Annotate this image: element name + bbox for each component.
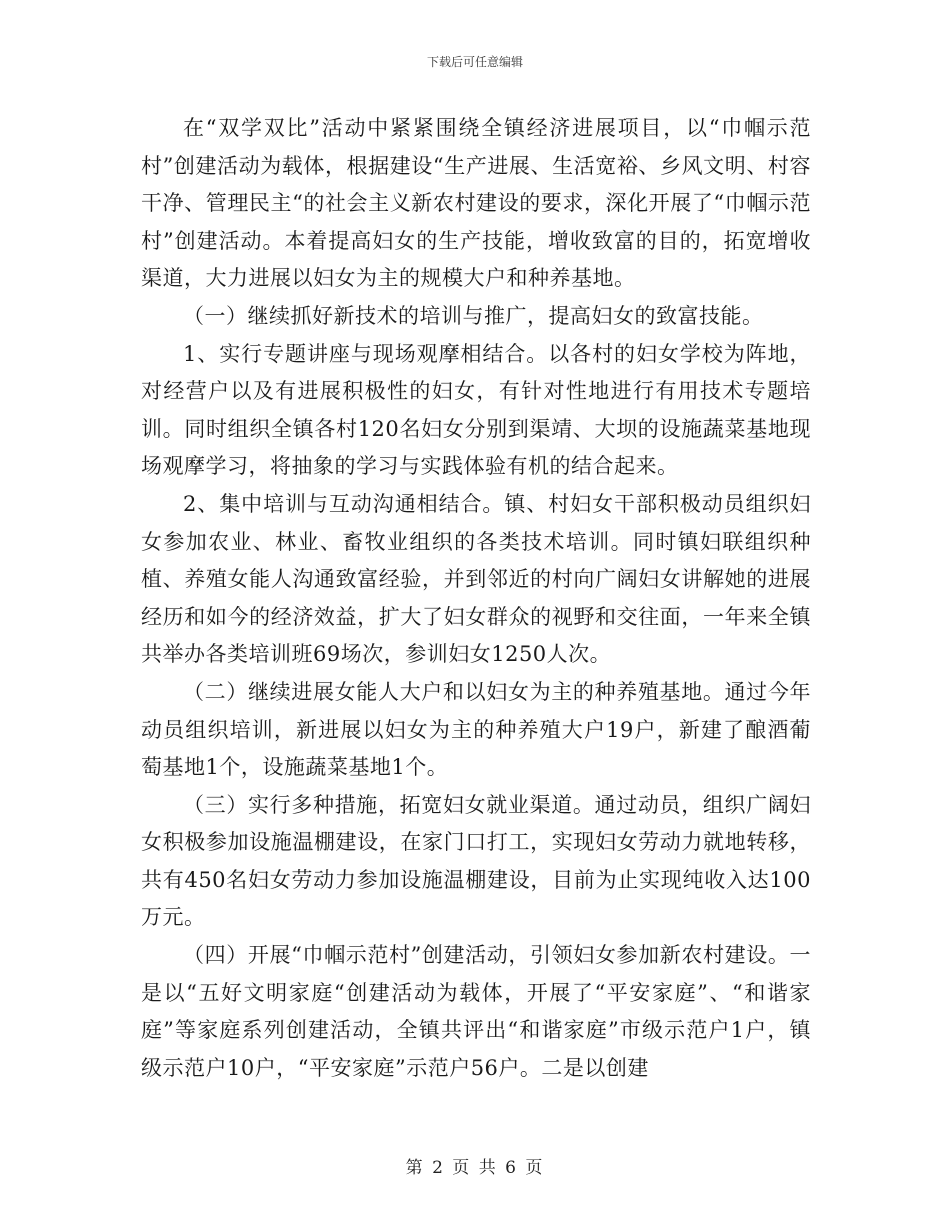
paragraph-item-1: 1、实行专题讲座与现场观摩相结合。以各村的妇女学校为阵地，对经营户以及有进展积极性的妇女，有针对性地进行有用技术专题培训。同时组织全镇各村120名妇女分别到渠靖、大坝的设施蔬菜基地现场观摩学习，将抽象的学习与实践体验有机的结合起来。 xyxy=(141,341,811,479)
header-note: 下载后可任意编辑 xyxy=(426,55,523,69)
paragraph-intro: 在“双学双比”活动中紧紧围绕全镇经济进展项目，以“巾帼示范村”创建活动为载体，根据建设“生产进展、生活宽裕、乡风文明、村容干净、管理民主“的社会主义新农村建设的要求，深化开展了“巾帼示范村”创建活动。本着提高妇女的生产技能，增收致富的目的，拓宽增收渠道，大力进展以妇女为主的规模大户和种养基地。 xyxy=(141,116,811,291)
paragraph-section-2: （二）继续进展女能人大户和以妇女为主的种养殖基地。通过今年动员组织培训，新进展以妇女为主的种养殖大户19户，新建了酿酒葡萄基地1个，设施蔬菜基地1个。 xyxy=(141,679,811,780)
paragraph-item-2: 2、集中培训与互动沟通相结合。镇、村妇女干部积极动员组织妇女参加农业、林业、畜牧业组织的各类技术培训。同时镇妇联组织种植、养殖女能人沟通致富经验，并到邻近的村向广阔妇女讲解她的进展经历和如今的经济效益，扩大了妇女群众的视野和交往面，一年来全镇共举办各类培训班69场次，参训妇女1250人次。 xyxy=(141,491,811,667)
paragraph-section-3: （三）实行多种措施，拓宽妇女就业渠道。通过动员，组织广阔妇女积极参加设施温棚建设，在家门口打工，实现妇女劳动力就地转移，共有450名妇女劳动力参加设施温棚建设，目前为止实现纯收入达100万元。 xyxy=(141,792,811,930)
paragraph-section-1: （一）继续抓好新技术的培训与推广，提高妇女的致富技能。 xyxy=(183,303,764,328)
paragraph-section-4: （四）开展“巾帼示范村”创建活动，引领妇女参加新农村建设。一是以“五好文明家庭“创建活动为载体，开展了“平安家庭”、“和谐家庭”等家庭系列创建活动，全镇共评出“和谐家庭”市级示范户1户，镇级示范户10户，“平安家庭”示范户56户。二是以创建 xyxy=(141,943,811,1080)
page-number: 第 2 页 共 6 页 xyxy=(405,1158,545,1178)
document-body xyxy=(141,110,811,1087)
